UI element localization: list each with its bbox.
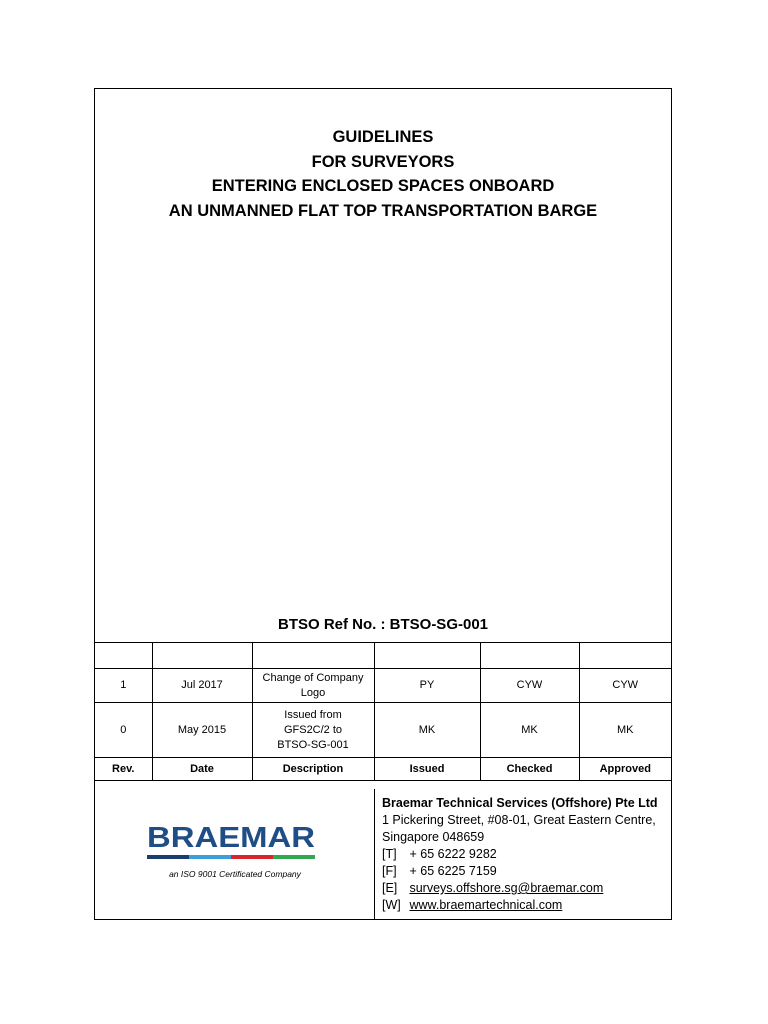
website-line	[382, 897, 658, 914]
header-rev: Rev.	[95, 758, 152, 781]
title-line: AN UNMANNED FLAT TOP TRANSPORTATION BARGE	[168, 201, 598, 220]
company-name: Braemar Technical Services (Offshore) Pte Ltd	[382, 796, 658, 810]
fax-label: [F]	[382, 864, 397, 878]
title-line: ENTERING ENCLOSED SPACES ONBOARD	[211, 177, 555, 195]
issued-cell: MK	[374, 703, 480, 758]
approved-cell: CYW	[579, 669, 671, 703]
braemar-logo	[147, 819, 323, 863]
logo-stripe	[231, 855, 273, 859]
document-frame	[94, 88, 672, 920]
footer	[95, 789, 671, 919]
title-line: GUIDELINES	[332, 128, 434, 146]
header-approved: Approved	[579, 758, 671, 781]
table-row	[95, 703, 671, 758]
title-line: FOR SURVEYORS	[311, 152, 455, 171]
email-line	[382, 880, 658, 897]
logo-stripe	[273, 855, 315, 859]
table-cell	[95, 643, 152, 669]
telephone-number: + 65 6222 9282	[409, 847, 497, 861]
header-date: Date	[152, 758, 252, 781]
document-title	[95, 125, 671, 223]
website-link[interactable]: www.braemartechnical.com	[409, 898, 563, 912]
logo-stripe	[147, 855, 189, 859]
email-label: [E]	[382, 881, 398, 895]
telephone-label: [T]	[382, 847, 397, 861]
header-checked: Checked	[480, 758, 579, 781]
checked-cell: CYW	[480, 669, 579, 703]
contact-block	[382, 795, 658, 914]
rev-cell: 1	[95, 669, 152, 703]
table-cell	[579, 643, 671, 669]
logo-tagline: an ISO 9001 Certificated Company	[169, 869, 301, 879]
rev-cell: 0	[95, 703, 152, 758]
address-line: Singapore 048659	[382, 830, 485, 844]
header-issued: Issued	[374, 758, 480, 781]
table-cell	[152, 643, 252, 669]
checked-cell: MK	[480, 703, 579, 758]
logo-stripe	[189, 855, 231, 859]
website-label: [W]	[382, 898, 401, 912]
reference-number: BTSO Ref No. : BTSO-SG-001	[277, 616, 489, 633]
table-cell	[252, 643, 374, 669]
description-cell: Issued from GFS2C/2 to BTSO-SG-001	[252, 703, 374, 758]
revision-table	[95, 642, 671, 781]
table-row	[95, 669, 671, 703]
logo-cell	[95, 789, 375, 919]
approved-cell: MK	[579, 703, 671, 758]
date-cell: May 2015	[152, 703, 252, 758]
table-cell	[374, 643, 480, 669]
fax-line	[382, 863, 658, 880]
issued-cell: PY	[374, 669, 480, 703]
header-description: Description	[252, 758, 374, 781]
table-cell	[480, 643, 579, 669]
fax-number: + 65 6225 7159	[409, 864, 497, 878]
address-line: 1 Pickering Street, #08-01, Great Eastern Centre,	[382, 813, 656, 827]
date-cell: Jul 2017	[152, 669, 252, 703]
table-row-empty	[95, 643, 671, 669]
logo-wordmark: BRAEMAR	[147, 822, 316, 854]
table-header-row	[95, 758, 671, 781]
description-cell: Change of Company Logo	[252, 669, 374, 703]
telephone-line	[382, 846, 658, 863]
email-link[interactable]: surveys.offshore.sg@braemar.com	[409, 881, 604, 895]
